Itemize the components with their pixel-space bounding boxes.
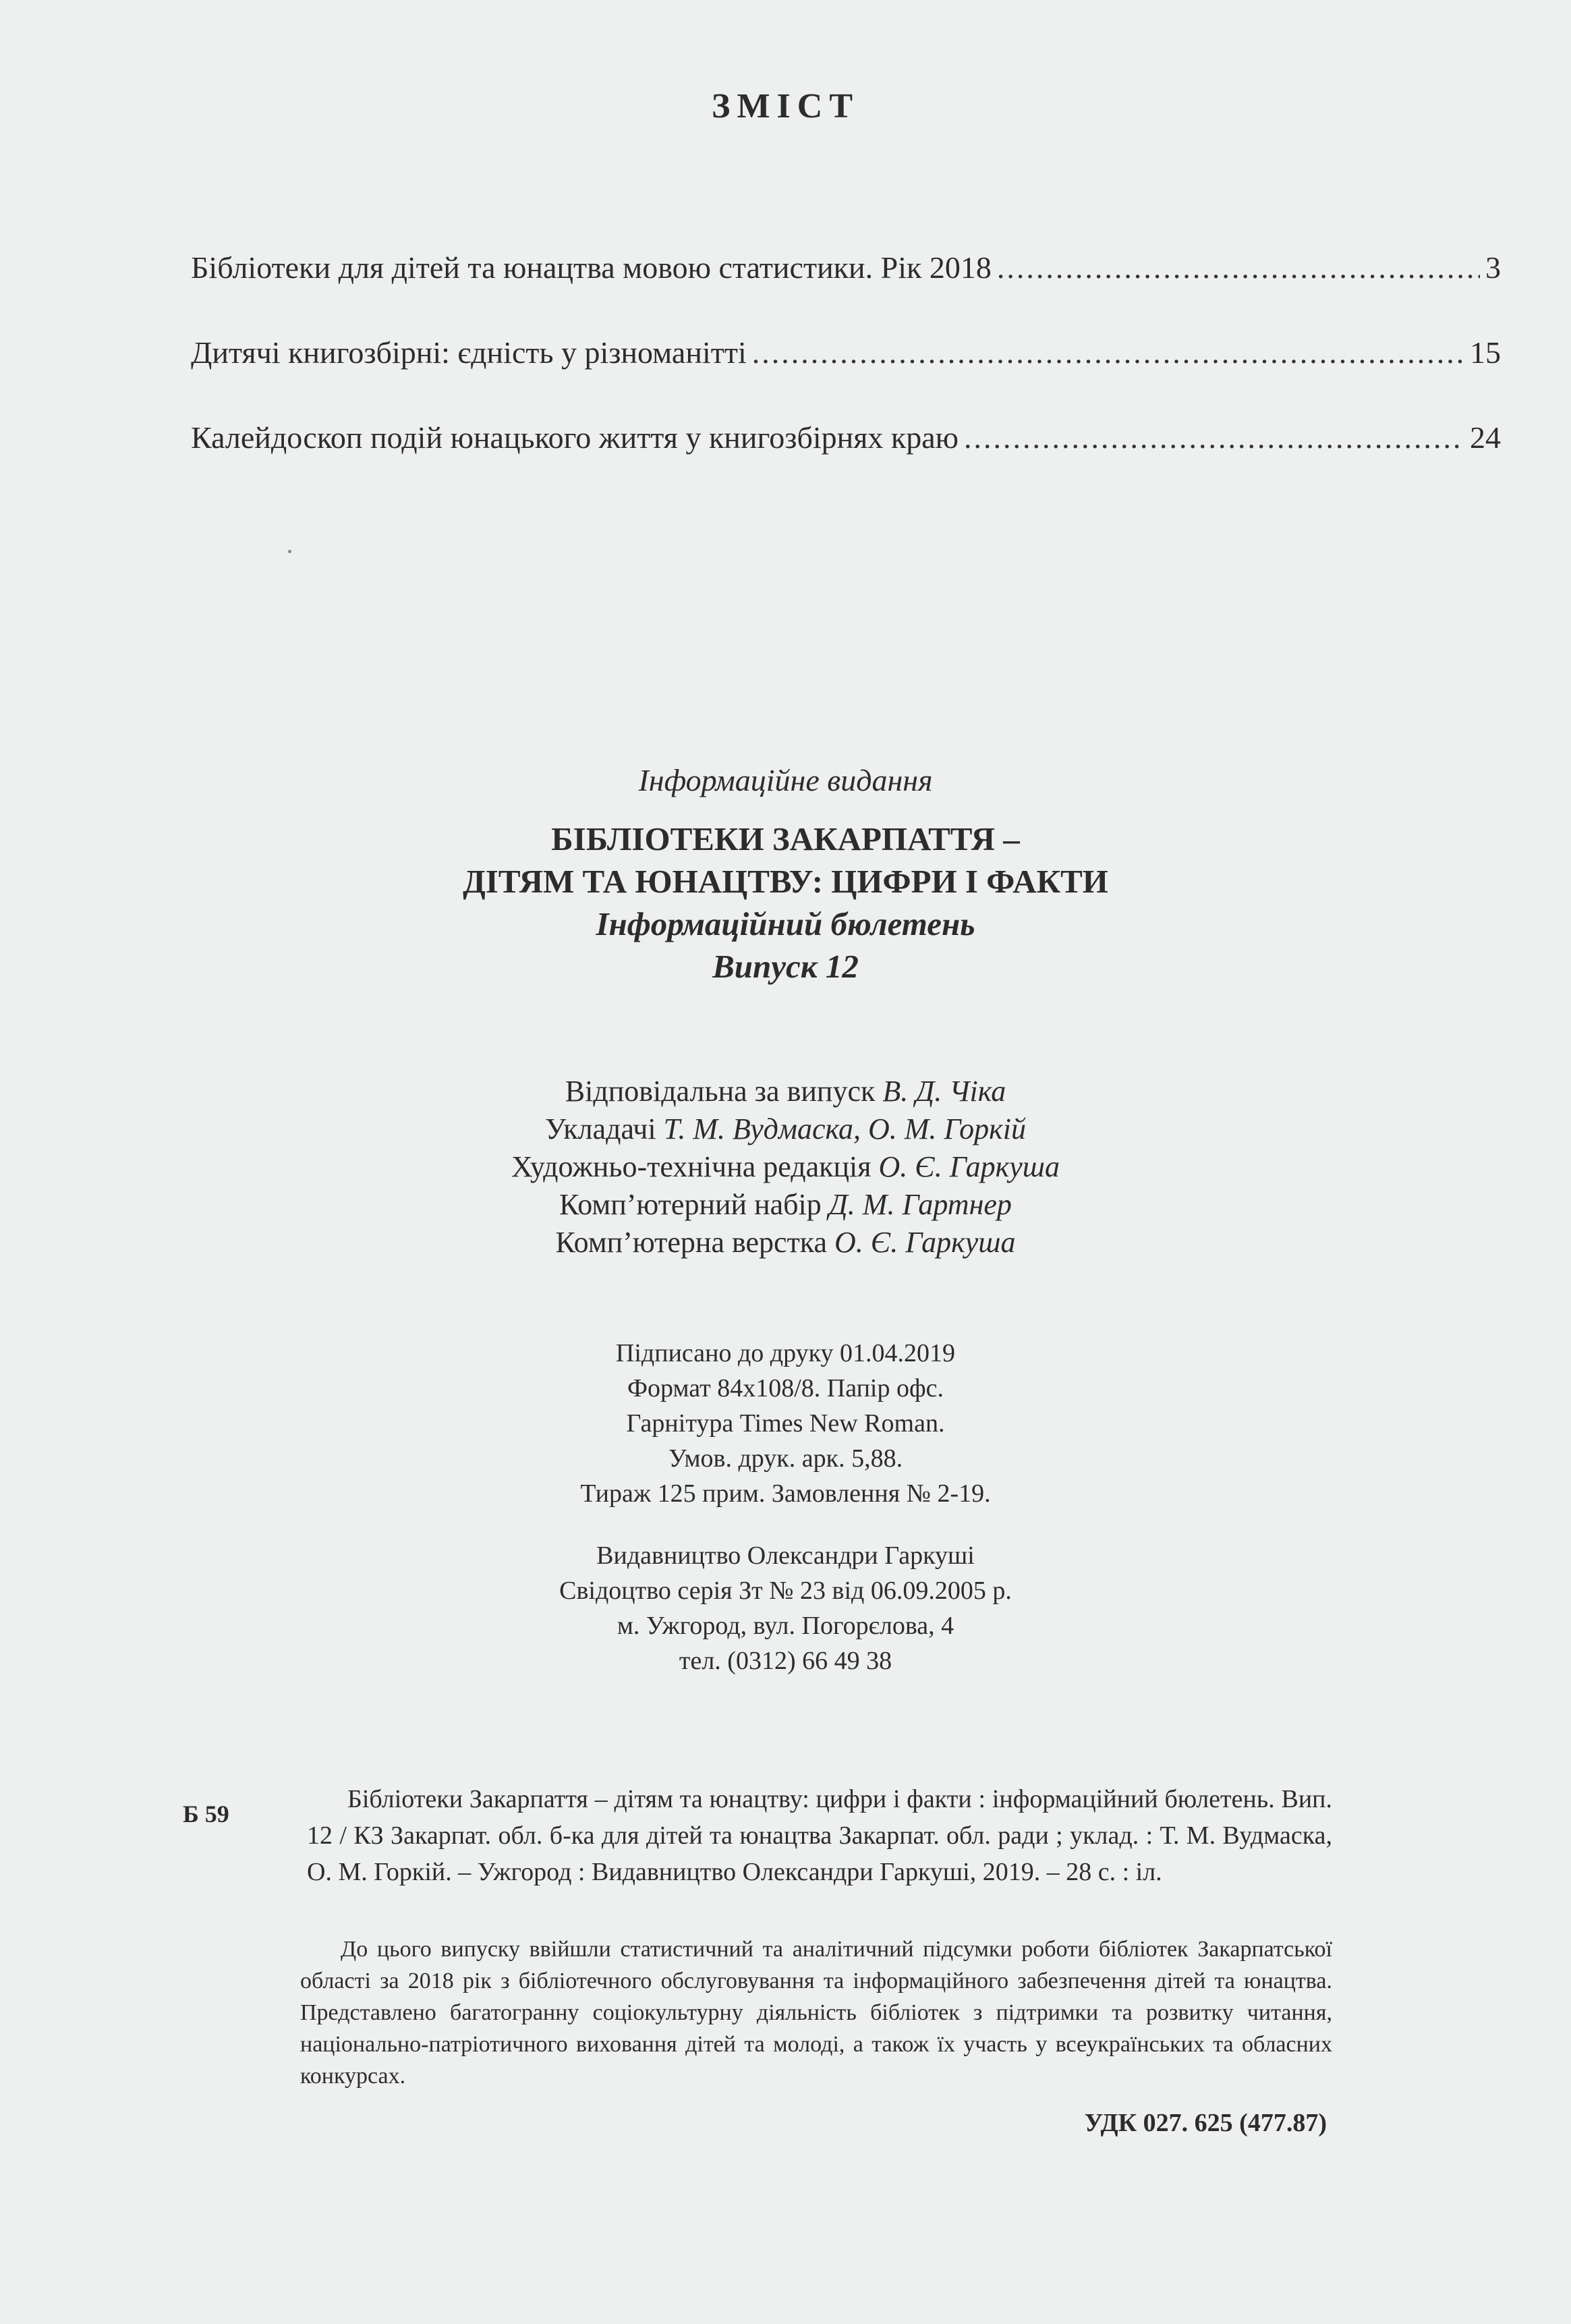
printing-line: Гарнітура Times New Roman. [626,1409,945,1438]
printing-line: Підписано до друку 01.04.2019 [615,1339,956,1367]
contents-item [191,420,1501,460]
title-line-1: БІБЛІОТЕКИ ЗАКАРПАТТЯ – [551,820,1020,857]
credit-line [0,1148,1571,1186]
publisher-line: тел. (0312) 66 49 38 [679,1647,892,1675]
credit-name: Т. М. Вудмаска, О. М. Горкій [663,1112,1026,1145]
printing-line: Формат 84х108/8. Папір офс. [627,1374,944,1402]
publisher-details [0,1538,1571,1678]
contents-item [191,250,1501,290]
credit-line [0,1110,1571,1148]
credit-name: О. Є. Гаркуша [834,1226,1016,1259]
credit-role: Відповідальна за випуск [565,1075,876,1108]
printing-details [0,1336,1571,1511]
library-class-code: Б 59 [183,1801,229,1827]
publication-type: Інформаційне видання [638,763,933,797]
contents-item-page: 24 [1470,420,1501,455]
credit-name: В. Д. Чіка [882,1075,1006,1108]
publisher-line: м. Ужгород, вул. Погорєлова, 4 [617,1612,954,1640]
credit-line [0,1186,1571,1224]
contents-item [191,335,1501,375]
publisher-line: Свідоцтво серія Зт № 23 від 06.09.2005 р. [559,1577,1012,1605]
title-block [0,818,1571,988]
title-line-2: ДІТЯМ ТА ЮНАЦТВУ: ЦИФРИ І ФАКТИ [463,863,1108,900]
annotation: До цього випуску ввійшли статистичний та аналітичний підсумки роботи бібліотек Закарпатської області за 2018 рік з бібліотечного обслуговування та інформаційного забезпечення дітей та юнацтва. Представлено багатогранну соціокультурну діяльність бібліотек з підтримки та розвитку читання, національно-патріотичного виховання дітей та молоді, а також їх участь у всеукраїнських та обласних конкурсах. [300,1937,1332,2089]
dot-leader [964,420,1464,455]
bibliographic-record: Бібліотеки Закарпаття – дітям та юнацтву: цифри і факти : інформаційний бюлетень. Вип. 12 / КЗ Закарпат. обл. б-ка для дітей та юнацтва Закарпат. обл. ради ; уклад. : Т. М. Вудмаска, О. М. Горкій. – Ужгород : Видавництво Олександри Гаркуші, 2019. – 28 с. : іл. [307,1785,1332,1886]
dot-leader [997,250,1480,285]
contents-item-title: Бібліотеки для дітей та юнацтва мовою статистики. Рік 2018 [191,250,992,285]
printing-line: Тираж 125 прим. Замовлення № 2-19. [580,1479,991,1508]
contents-list [191,250,1501,505]
credit-role: Комп’ютерний набір [559,1188,822,1221]
publisher-line: Видавництво Олександри Гаркуші [596,1541,975,1570]
credit-role: Укладачі [544,1112,656,1145]
issue-number: Випуск 12 [712,948,859,985]
printing-line: Умов. друк. арк. 5,88. [668,1444,903,1473]
contents-item-page: 15 [1470,335,1501,370]
credit-line [0,1073,1571,1110]
credit-role: Художньо-технічна редакція [511,1150,872,1183]
credit-name: Д. М. Гартнер [828,1188,1012,1221]
credit-line [0,1224,1571,1262]
contents-item-page: 3 [1485,250,1501,285]
contents-heading: ЗМІСТ [712,87,859,125]
contents-item-title: Дитячі книгозбірні: єдність у різноманітті [191,335,747,370]
credits-block [0,1073,1571,1262]
print-speck [288,550,291,553]
contents-item-title: Калейдоскоп подій юнацького життя у книгозбірнях краю [191,420,959,455]
credit-role: Комп’ютерна верстка [555,1226,828,1259]
subtitle: Інформаційний бюлетень [596,905,975,942]
credit-name: О. Є. Гаркуша [878,1150,1060,1183]
dot-leader [752,335,1464,370]
udc-code: УДК 027. 625 (477.87) [1084,2109,1327,2137]
